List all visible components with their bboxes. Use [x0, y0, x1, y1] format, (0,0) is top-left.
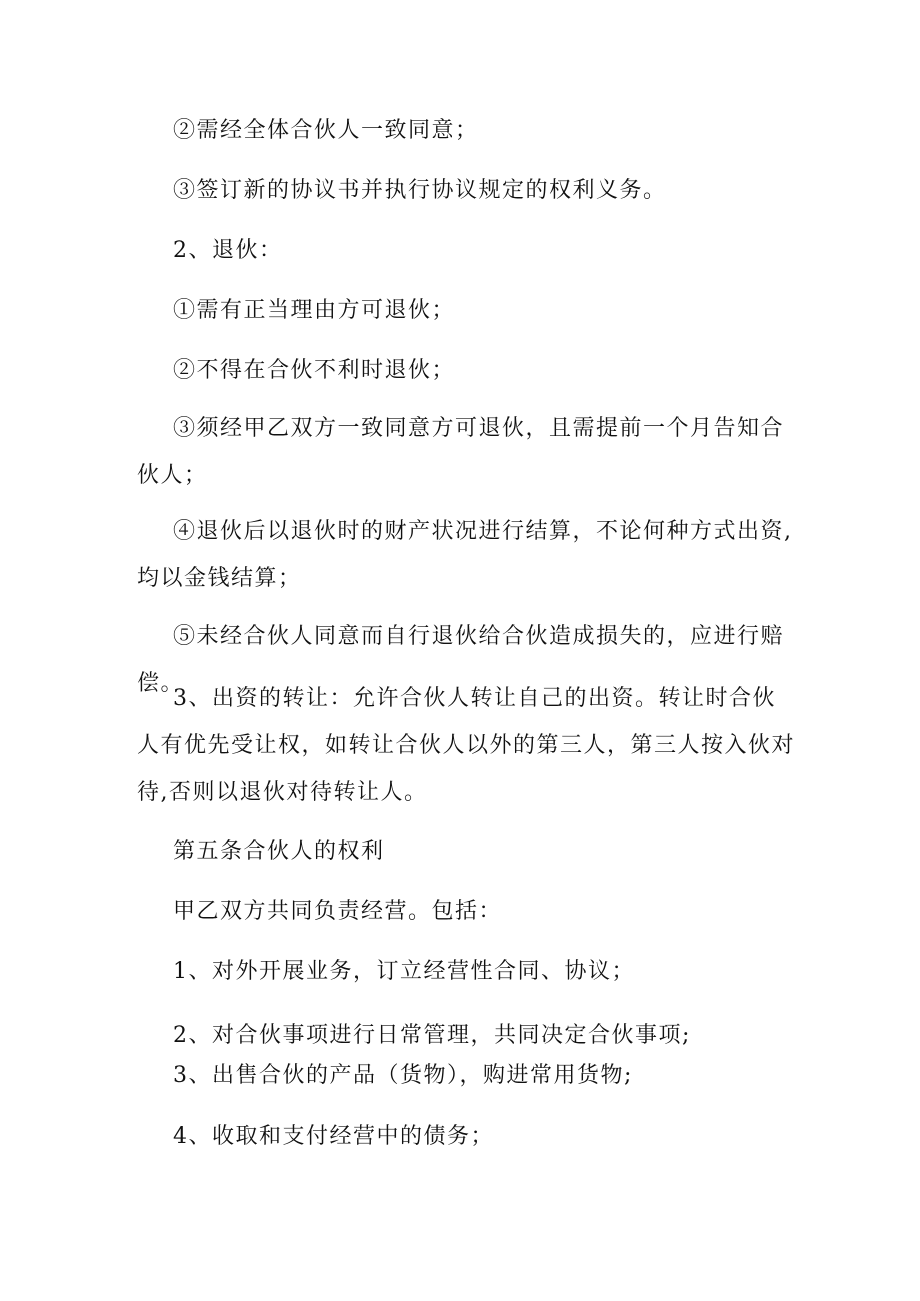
section-heading-partner-rights: 第五条合伙人的权利	[173, 839, 385, 864]
paragraph-capital-transfer: 3、出资的转让：允许合伙人转让自己的出资。转让时合伙人有优先受让权，如转让合伙人以外的第三人，第三人按入伙对待,否则以退伙对待转让人。	[137, 686, 796, 805]
paragraph-withdrawal-compensation: ⑤未经合伙人同意而自行退伙给合伙造成损失的，应进行赔偿。	[137, 624, 785, 696]
list-item-sell-products: 3、出售合伙的产品（货物），购进常用货物;	[173, 1063, 633, 1088]
paragraph-joint-operation: 甲乙双方共同负责经营。包括：	[173, 899, 503, 924]
paragraph-withdrawal-heading: 2、退伙：	[173, 238, 283, 263]
paragraph-withdrawal-reason: ①需有正当理由方可退伙；	[173, 298, 456, 323]
paragraph-withdrawal-settlement: ④退伙后以退伙时的财产状况进行结算，不论何种方式出资,均以金钱结算；	[137, 519, 793, 591]
list-item-daily-management: 2、对合伙事项进行日常管理，共同决定合伙事项;	[173, 1023, 691, 1048]
paragraph-sign-agreement: ③签订新的协议书并执行协议规定的权利义务。	[173, 178, 667, 203]
paragraph-withdrawal-timing: ②不得在合伙不利时退伙；	[173, 358, 456, 383]
list-item-debts: 4、收取和支付经营中的债务；	[173, 1124, 494, 1149]
paragraph-withdrawal-consent: ③须经甲乙双方一致同意方可退伙，且需提前一个月告知合伙人；	[137, 416, 785, 488]
paragraph-consent-all: ②需经全体合伙人一致同意；	[173, 118, 479, 143]
list-item-business-contracts: 1、对外开展业务，订立经营性合同、协议；	[173, 959, 635, 984]
